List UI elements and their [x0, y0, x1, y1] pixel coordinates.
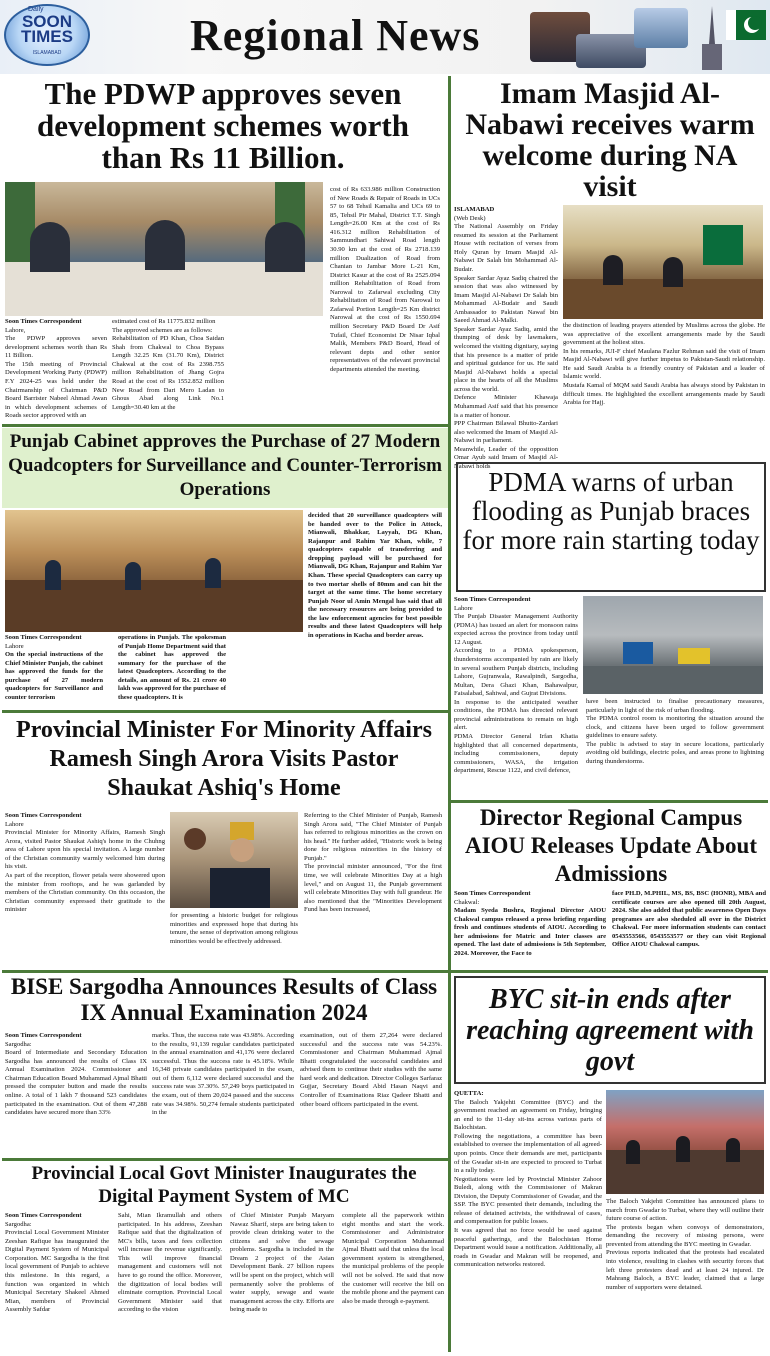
divider-minority-top: [2, 710, 448, 713]
pdwp-col-3: cost of Rs 633.986 million Construction of New Roads & Repair of Roads in UCs 57 to 68 Tehsil Kamalia and UCs 69 to 85, Tehsil Pir Mahal, District T.T. Singh Length=26.00 Km at the cost of Rs 416.312 million Rehabilitation of Sammundhari Sahiwal Road length 30.90 km at the cost of Rs 2718.139 million Dualization of Road from Chanian to Jambar More L-21 Km, District Kasur at the cost of Rs 2525.094 million Rehabilitation of Road from Narowal to Zafarwal excluding City Rehabilitation of Road from Narowal to Zafarwal Portion Length=25 Km district Narowal at the cost of Rs 1550.694 million Secretary P&D Board Dr Asif Tufail, Chief Economist Dr Nisar Iqbal Malik, Members P&D Board, Head of relevant depts and other senior representatives of the relevant provincial departments attended the meeting.: [330, 186, 440, 373]
divider-digital-payment-top: [2, 1158, 448, 1161]
headline-pdma: PDMA warns of urban flooding as Punjab braces for more rain starting today: [462, 467, 760, 555]
headline-bise: BISE Sargodha Announces Results of Class IX Annual Examination 2024: [10, 974, 438, 1025]
punjab-cabinet-photo: [5, 510, 303, 632]
digital-payment-col-1: Soon Times Correspondent Sargodha: Provincial Local Government Minister Zeeshan Rafique has inaugurated the Digital Payment System of Municipal Corporation. MC Sargodha is the first local government of Punjab to achieve this milestone. In this regard, a function was organized in which Municipal Secretary Shakeel Ahmed Mian, members of Provincial Assembly Safdar: [5, 1212, 109, 1314]
minority-col-2: for presenting a historic budget for religious minorities and expressed hope that during his tenure, the sense of deprivation among religious minorities would be effectively addressed.: [170, 912, 298, 945]
digital-payment-col-2: Sahi, Mian Ikramullah and others participated. In his address, Zeeshan Rafique said that the digitalization of MC's bills, taxes and fees collection will increase the revenue significantly. This will improve financial management and customers will not have to go round the office. Moreover, the digitization of local bodies will eliminate corruption. Provincial Local Government Minister said that according to the vision: [118, 1212, 222, 1314]
column-divider: [448, 76, 451, 1352]
pdwp-col-1: Soon Times Correspondent Lahore, The PDWP approves seven development schemes worth than Rs 11 Billion. The 15th meeting of Provincial Development Working Party (PDWP) F.Y 2024-25 was held under the Chairmanship of Chairman P&D Board Barrister Nabeel Ahmad Awan in which development schemes of Roads sector approved with an: [5, 318, 107, 420]
imam-col-2: the distinction of leading prayers attended by Muslims across the globe. He was appreciative of the excellent arrangements made by the Saudi government at the holiest sites. In his remarks, JUI-F chief Maulana Fazlur Rehman said the visit of Imam Masjid Al-Nabawi will give further impetus to Pakistan-Saudi relationship. He said Saudi Arabia is a friendly country of Pakistan and a leader of Islamic world. Mustafa Kamal of MQM said Saudi Arabia has always stood by Pakistan in difficult times. He highlighted the excellent arrangements made by Saudi Arabia for Hajj.: [563, 322, 765, 407]
minority-col-3: Referring to the Chief Minister of Punjab, Ramesh Singh Arora said, "The Chief Minister of Punjab has referred to religious minorities as the crown on his head." He further added, "Historic work is being done for religious minorities in the history of Punjab." The provincial minister announced, "For the first time, we will celebrate Minorities Day at a high level," and on August 11, the Punjab government will celebrate Minorities Day with full grandeur. He also mentioned that the "Minorities Development Fund has been increased,: [304, 812, 442, 914]
masthead-collage: [530, 4, 766, 70]
digital-payment-col-3: of Chief Minister Punjab Maryam Nawaz Sharif, steps are being taken to provide clean drinking water to the citizens and solve the sewage problems. Sargodha is included in the Dream 2 project of the Asian Development Bank. 27 billion rupees will be spent on the project, which will permanently solve the problems of water supply, sewage and waste management across the city. Efforts are being made to: [230, 1212, 334, 1314]
national-assembly-photo: [563, 205, 763, 319]
headline-digital-payment: Provincial Local Govt Minister Inaugurates the Digital Payment System of MC: [31, 1163, 417, 1207]
pakistan-flag-icon: [726, 10, 766, 40]
headline-aiou: Director Regional Campus AIOU Releases Update About Admissions: [465, 805, 757, 886]
byc-col-2: The Baloch Yakjehti Committee has announced plans to march from Gwadar to Turbat, where they will outline their future course of action. The protests began when convoys of demonstrators, demanding the recovery of missing persons, were prevented from attending the BYC meeting in Gwadar. Previous reports indicated that the protests had escalated into violence, resulting in clashes with security forces that left three protesters dead and at least 24 injured. Dr Mahrang Baloch, a BYC leader, claimed that a large number of supporters were detained.: [606, 1198, 764, 1291]
pdma-col-2: have been instructed to finalise precautionary measures, particularly in light of the risk of urban flooding. The PDMA control room is monitoring the situation around the clock, and citizens have been urged to follow government guidelines to ensure safety. The public is advised to stay in secure locations, particularly avoiding old buildings, electric poles, and areas prone to lightning during thunderstorms.: [586, 698, 764, 765]
imam-col-1: ISLAMABAD (Web Desk) The National Assembly on Friday resumed its session at the Parliament House with recitation of verses from Holy Quran by Imam Masjid Al-Nabawi Dr Salah bin Mohammad Al-Budair. Speaker Sardar Ayaz Sadiq chaired the session that was also witnessed by Imam Masjid Al-Nabawi Dr Salah bin Mohammad Al-Budair and Saudi Ambassador to Pakistan Nawaf bin Saeed Ahmad Al-Malki. Speaker Sardar Ayaz Sadiq, amid the thumping of desk by lawmakers, welcomed the visiting dignitary, saying that his presence is a matter of pride and spiritual guidance for us. He said Masjid Al-Nabawi holds a special place in the hearts of all the Muslims across the world. Defence Minister Khawaja Muhammad Asif said that his presence is a matter of honour. PPP Chairman Bilawal Bhutto-Zardari also welcomed the Imam of Masjid Al-Nabawi in parliament. Meanwhile, Leader of the opposition Omar Ayub said Imam of Masjid Al-Nabawi holds: [454, 206, 558, 470]
divider-byc-top: [450, 970, 768, 973]
headline-pdwp: The PDWP approves seven development schemes worth than Rs 11 Billion.: [37, 76, 409, 175]
digital-payment-col-4: complete all the paperwork within eight months and start the work. Commissioner and Administrator Municipal Corporation Muhammad Ajmal Bhatti said that unless the local government system is strengthened, the municipal problems of the people will not be solved. He said that now the customer will receive the bill on the mobile phone and the payment can also be made through e-payment.: [342, 1212, 444, 1305]
logo-text: SOON TIMES: [21, 12, 73, 46]
bise-col-2: marks. Thus, the success rate was 43.98%. According to the results, 91,139 regular candidates participated in the annual examination and 41,176 were declared successful. Thus the success rate is 45.18%. While 16,348 private candidates participated in the exam, out of them 6,112 were declared successful and the success rate was 37.30%. 57,249 boys participated in the exam, out of them 20,024 passed and the success rate was 34.98%. 50,274 female students participated in the: [152, 1032, 294, 1117]
quadcopters-col-3: decided that 20 surveillance quadcopters will be handed over to the Police in Attock, Mianwali, Bhakkar, Layyah, DG Khan, Rajanpur and Rahim Yar Khan, while, 7 quadcopters capable of transferring and dropping payload will be purchased for Mianwali, DG Khan, Rajanpur and Rahim Yar Khan. These special Quadcopters can carry up to two mortar shells of 80mm and can hit the target at the same time. The home secretary Punjab Noor ul Amin Mengal has said that all the necessary resources are being provided to the law enforcement agencies for best possible results and these latest Quadcopters will help in operations in Kacha and border areas.: [308, 512, 442, 639]
pdwp-meeting-photo: [5, 182, 323, 316]
byc-headline-box: [454, 976, 766, 1084]
headline-minority-affairs: Provincial Minister For Minority Affairs Ramesh Singh Arora Visits Pastor Shaukat Ashiq's Home: [16, 717, 432, 801]
collage-photo-3: [634, 8, 688, 48]
masthead: [0, 0, 770, 74]
pdwp-col-2: estimated cost of Rs 11775.832 million The approved schemes are as follows: Rehabilitation of PD Khan, Choa Saidan Shah from Chakwal to Choa Bypass Length 32.25 Km (31.70 Km), District Chakwal at the cost of Rs 2398.755 million Rehabilitation of Jhang Gojra Road at the cost of Rs 1552.852 million New Road from Dari Mero Ladan to Ghous Abad along Link No.1 Length=30.40 km at the: [112, 318, 224, 411]
aiou-col-1: Soon Times Correspondent Chakwal: Madam Syeda Bushra, Regional Director AIOU Chakwal campus released a press briefing regarding fresh and continues students of AIOU. According to her admissions for Matric and Inter classes are opened. The last date of admissions is 5th September, 2024. Moreover, the Face to: [454, 890, 606, 957]
aiou-col-2: face PH.D, M.PHIL, MS, BS, BSC (HONR), MBA and certificate courses are also opened till 20th August, 2024. She also added that public awareness Open Days programes are also sheduled all over in the District Chakwal. For more information students can contact 0543553566, 0543553577 or they can visit Regional Office AIOU Chakwal campus.: [612, 890, 766, 949]
logo-daily-text: Daily: [28, 6, 44, 13]
quadcopters-headline-band: [2, 428, 448, 508]
byc-col-1: QUETTA: The Baloch Yakjehti Committee (BYC) and the government reached an agreement on Friday, bringing an end to the 11-day sit-ins across various parts of Balochistan. Following the negotiations, a committee has been established to oversee the implementation of all agreed-upon points. Once their demands are met, participants of the Gwadar sit-in are expected to proceed to Turbat in a rally today. Negotiations were led by Provincial Minister Zahoor Buledi, along with the Commissioner of Makran Division, the Deputy Commissioner of Gwadar, and the SSP. The BYC presented their demands, including the release of detained activists, the withdrawal of cases, and compensation for public losses. It was agreed that no force would be used against peaceful gatherings, and the Balochistan Home Department would issue a notification. Additionally, all roads in Gwadar and Makran will be reopened, and communication networks restored.: [454, 1090, 602, 1269]
headline-byc: BYC sit-in ends after reaching agreement with govt: [466, 984, 754, 1077]
headline-imam-visit: Imam Masjid Al-Nabawi receives warm welcome during NA visit: [465, 77, 755, 203]
divider-quadcopters-top: [2, 424, 448, 427]
logo-sub-text: ISLAMABAD: [32, 50, 62, 56]
minister-visit-photo: [170, 812, 298, 908]
divider-bise-top: [2, 970, 448, 973]
urban-flooding-photo: [583, 596, 763, 694]
pdma-col-1: Soon Times Correspondent Lahore The Punjab Disaster Management Authority (PDMA) has issued an alert for monsoon rains expected across the province from today until 12 August. According to a PDMA spokesperson, thunderstorms accompanied by rain are likely in several southern Punjab districts, including Lahore, Gujranwala, Rawalpindi, Sargodha, Multan, Dera Ghazi Khan, Bahawalpur, Faisalabad, Sahiwal, and Gujrat Divisions. In response to the anticipated weather conditions, the PDMA has directed relevant provincial administrations to remain on high alert. PDMA Director General Irfan Khatia highlighted that all concerned departments, including commissioners, deputy commissioners, WASA, the irrigation department, Rescue 1122, and civil defence,: [454, 596, 578, 775]
quadcopters-col-1: Soon Times Correspondent Lahore On the special instructions of the Chief Minister Punjab, the cabinet has approved the funds for the purchase of 27 modern quadcopters for Surveillance and counter terrorism: [5, 634, 103, 701]
quadcopters-col-2: operations in Punjab. The spokesman of Punjab Home Department said that the cabinet has approved the summary for the purchase of the latest Quadcopters. According to the details, an amount of Rs. 21 crore 40 lakh was approved for the purchase of these quadcopters. It is: [118, 634, 226, 701]
section-title: Regional News: [190, 11, 481, 60]
pdma-headline-box: [456, 462, 766, 592]
minority-col-1: Soon Times Correspondent Lahore Provincial Minister for Minority Affairs, Ramesh Singh Arora, visited Pastor Shaukat Ashiq's home in the Chuhng area of Lahore upon his special invitation. A large number of the Christian community warmly welcomed him during his visit. As part of the reception, flower petals were showered upon the minister from rooftops, and he was garlanded by members of the Christian community. On this occasion, the Christian community expressed their gratitude to the minister: [5, 812, 165, 914]
divider-aiou-top: [450, 800, 768, 803]
headline-quadcopters: Punjab Cabinet approves the Purchase of 27 Modern Quadcopters for Surveillance and Counter-Terrorism Operations: [8, 431, 442, 500]
bise-col-3: examination, out of them 27,264 were declared successful and the success rate was 54.23%. Commissioner and Chairman Muhammad Ajmal Bhatti congratulated the successful candidates and advised them to continue their studies with the same hard work and dedication. Director Colleges Sarfaraz Gujjar, Secretary Board Abid Hasan Naqvi and Controller of Examinations Riaz Qadeer Bhatti and other board officers participated in the event.: [300, 1032, 442, 1108]
byc-sit-in-photo: [606, 1090, 764, 1194]
bise-col-1: Soon Times Correspondent Sargodha: Board of Intermediate and Secondary Education Sargodha has announced the results of Class IX Annual Examination 2024. Commissioner and Chairman Education Board Muhammad Ajmal Bhatti pressed the computer button and made the results online. A total of 1 lakh 7 thousand 523 candidates participated in the examination. Out of them 47,288 candidates have secured more than 33%: [5, 1032, 147, 1117]
